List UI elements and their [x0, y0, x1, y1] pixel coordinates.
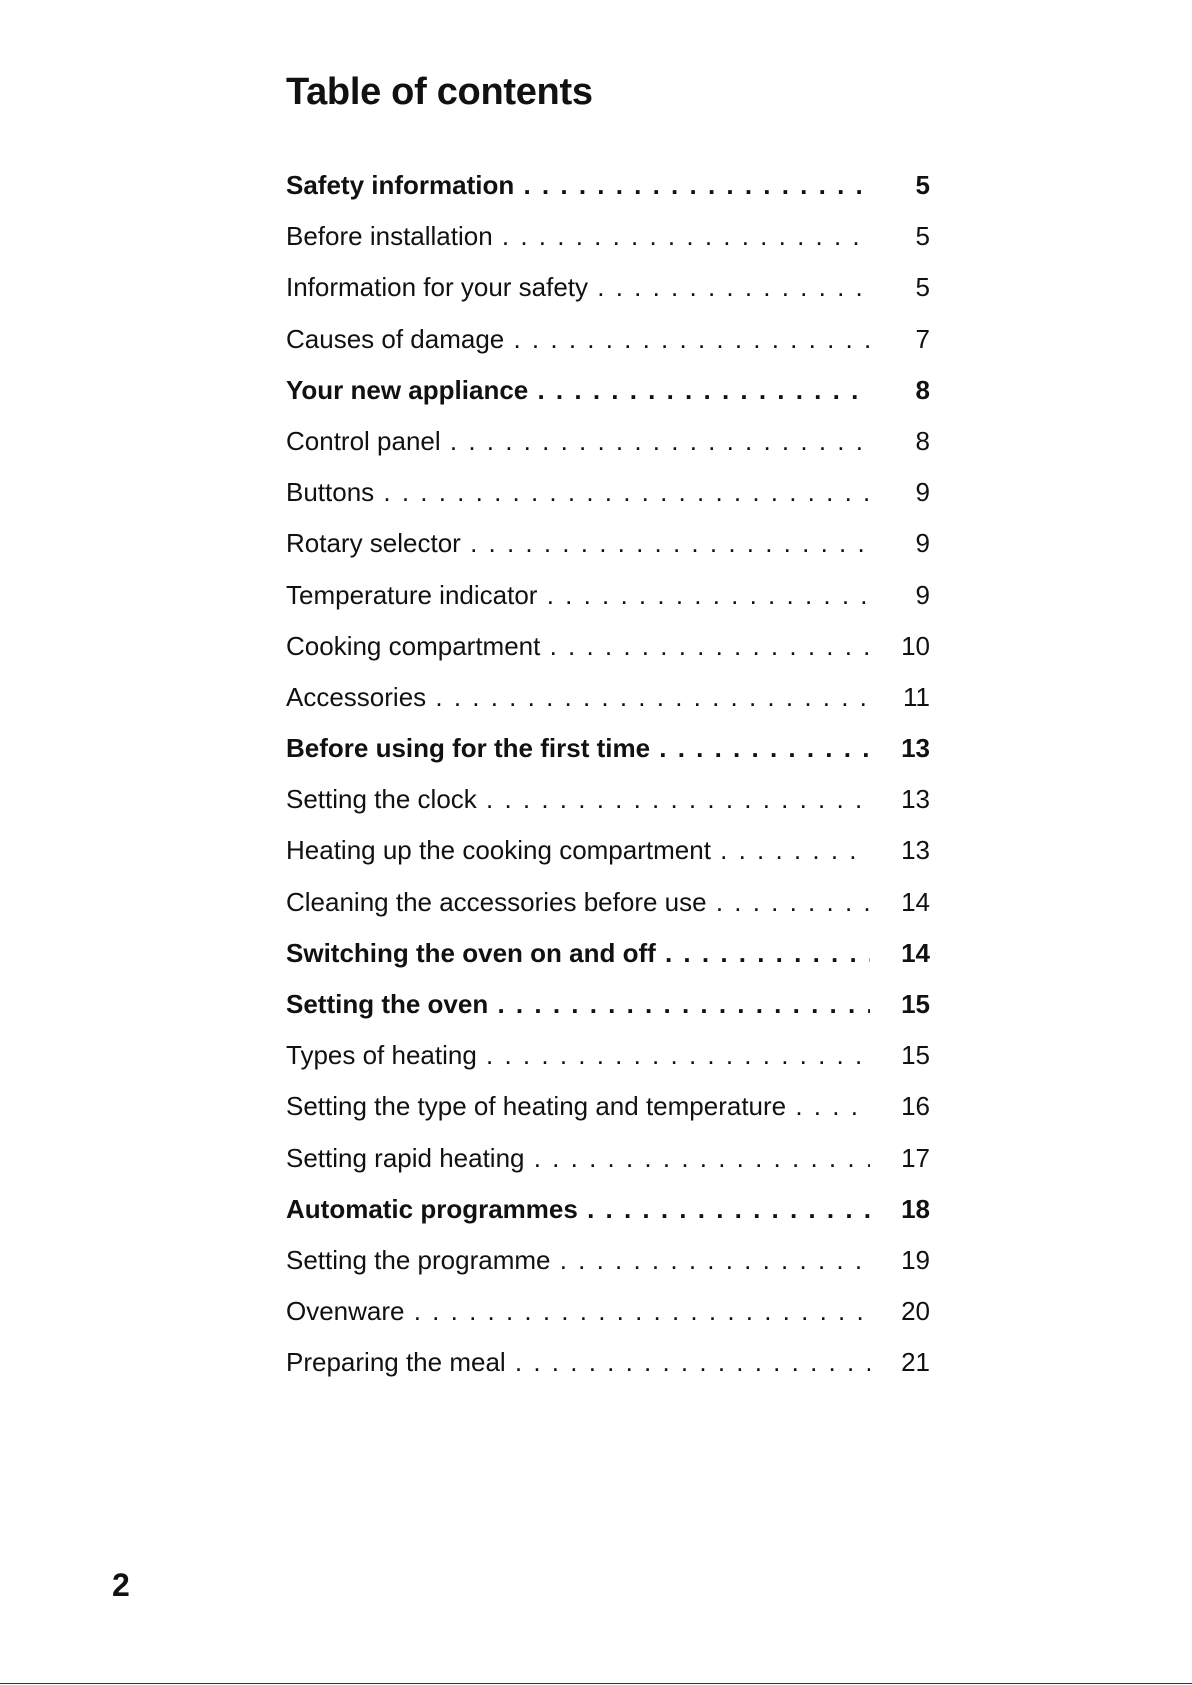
toc-entry-label [286, 782, 870, 816]
toc-entry[interactable] [286, 936, 930, 987]
toc-entry-page: 15 [901, 989, 930, 1019]
toc-entry-page: 13 [901, 784, 930, 815]
toc-entry-title: Cleaning the accessories before use [286, 886, 707, 917]
toc-entry[interactable] [286, 1345, 930, 1396]
toc-entry-title: Types of heating [286, 1040, 477, 1071]
toc-entry-title: Setting the oven [286, 989, 489, 1019]
toc-entry-page: 8 [915, 374, 930, 405]
toc-entry-page: 19 [901, 1244, 930, 1275]
page-number: 2 [112, 1567, 130, 1603]
toc-entry-label [286, 526, 870, 560]
toc-entry-page: 9 [915, 579, 930, 610]
toc-entry-page: 11 [903, 681, 930, 712]
toc-entry-title: Buttons [286, 477, 375, 508]
toc-entry-title: Information for your safety [286, 272, 589, 303]
toc-entry-label [286, 578, 870, 612]
toc-entry-title: Rotary selector [286, 528, 461, 559]
toc-entry[interactable] [286, 578, 930, 629]
toc-entry[interactable] [286, 731, 930, 782]
toc-entry-page: 21 [901, 1347, 930, 1378]
toc-entry-label [286, 1141, 870, 1175]
toc-entry[interactable] [286, 526, 930, 577]
toc-entry-title: Before using for the first time [286, 733, 651, 764]
toc-entry-title: Setting the programme [286, 1244, 551, 1275]
toc-entry[interactable] [286, 1089, 930, 1140]
toc-entry-page: 13 [901, 733, 930, 764]
toc-entry-label [286, 987, 870, 1021]
toc-entry-page: 5 [915, 221, 930, 252]
toc-entry-label [286, 629, 870, 663]
toc-entry-page: 15 [901, 1040, 930, 1071]
toc-entry[interactable] [286, 833, 930, 884]
toc-entry-title: Setting the type of heating and temperature [286, 1091, 787, 1122]
table-of-contents [286, 168, 930, 1397]
toc-entry-page: 7 [915, 323, 930, 354]
toc-entry[interactable] [286, 885, 930, 936]
toc-entry-label [286, 936, 870, 970]
toc-entry-page: 13 [901, 835, 930, 866]
toc-entry[interactable] [286, 475, 930, 526]
toc-entry-label [286, 1089, 870, 1123]
toc-entry-label [286, 680, 870, 714]
bottom-divider [0, 1683, 1192, 1684]
toc-entry[interactable] [286, 1141, 930, 1192]
toc-entry-page: 14 [901, 886, 930, 917]
toc-entry-title: Setting rapid heating [286, 1142, 525, 1173]
toc-entry-title: Switching the oven on and off [286, 937, 656, 968]
toc-entry[interactable] [286, 219, 930, 270]
toc-entry-title: Causes of damage [286, 323, 505, 354]
toc-entry[interactable] [286, 987, 930, 1038]
toc-entry-title: Cooking compartment [286, 630, 541, 661]
toc-entry-title: Automatic programmes [286, 1193, 578, 1224]
toc-entry-page: 9 [915, 528, 930, 559]
toc-entry-label [286, 1038, 870, 1072]
toc-entry[interactable] [286, 1243, 930, 1294]
toc-entry-title: Control panel [286, 425, 441, 456]
toc-entry[interactable] [286, 629, 930, 680]
toc-entry[interactable] [286, 1192, 930, 1243]
toc-entry-page: 10 [901, 630, 930, 661]
toc-entry-title: Before installation [286, 221, 493, 252]
toc-entry-title: Safety information [286, 170, 515, 200]
toc-entry-page: 14 [901, 937, 930, 968]
toc-entry-label [286, 219, 870, 253]
toc-entry-label [286, 833, 870, 867]
toc-entry[interactable] [286, 1294, 930, 1345]
toc-entry-title: Temperature indicator [286, 579, 538, 610]
toc-entry-label [286, 270, 870, 304]
toc-entry[interactable] [286, 424, 930, 475]
toc-entry[interactable] [286, 270, 930, 321]
toc-entry-label [286, 1243, 870, 1277]
toc-entry-page: 5 [915, 272, 930, 303]
toc-entry-label [286, 1192, 870, 1226]
toc-entry[interactable] [286, 168, 930, 219]
toc-entry[interactable] [286, 373, 930, 424]
toc-entry-label [286, 1294, 870, 1328]
toc-entry-page: 17 [901, 1142, 930, 1173]
toc-entry[interactable] [286, 782, 930, 833]
toc-entry-page: 18 [901, 1193, 930, 1224]
toc-entry-label [286, 424, 870, 458]
toc-entry-title: Your new appliance [286, 374, 529, 405]
toc-entry-page: 16 [901, 1091, 930, 1122]
toc-entry-title: Heating up the cooking compartment [286, 835, 711, 866]
page-title: Table of contents [286, 71, 593, 113]
toc-entry-label [286, 475, 870, 509]
toc-entry-label [286, 731, 870, 765]
toc-entry-page: 9 [915, 477, 930, 508]
toc-entry-label [286, 1345, 870, 1379]
toc-entry-page: 8 [915, 425, 930, 456]
toc-entry-title: Accessories [286, 681, 427, 712]
toc-entry-title: Preparing the meal [286, 1347, 506, 1378]
toc-entry-page: 5 [915, 170, 930, 200]
toc-entry[interactable] [286, 1038, 930, 1089]
toc-entry[interactable] [286, 322, 930, 373]
toc-entry-label [286, 322, 870, 356]
toc-entry-title: Setting the clock [286, 784, 477, 815]
toc-entry[interactable] [286, 680, 930, 731]
toc-entry-page: 20 [901, 1296, 930, 1327]
toc-entry-label [286, 885, 870, 919]
toc-entry-label [286, 168, 870, 202]
toc-entry-label [286, 373, 870, 407]
toc-entry-title: Ovenware [286, 1296, 405, 1327]
